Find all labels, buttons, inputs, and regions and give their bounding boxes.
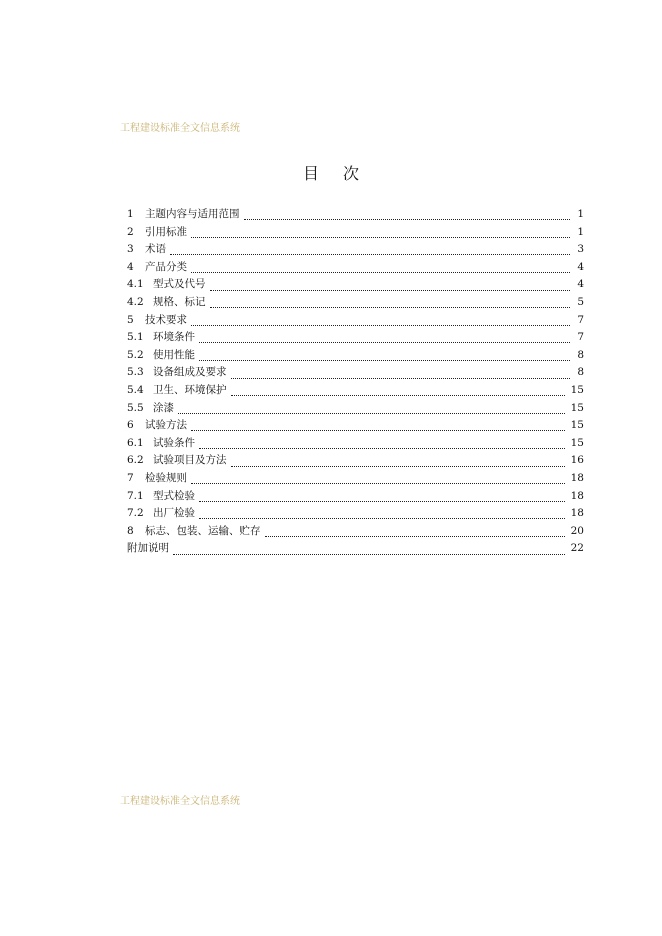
- toc-entry-label: 卫生、环境保护: [153, 383, 227, 396]
- toc-entry-page: 15: [570, 419, 584, 432]
- toc-entry-label: 试验方法: [145, 419, 187, 432]
- toc-entry-page: 8: [577, 348, 584, 361]
- toc-entry[interactable]: [127, 400, 584, 418]
- toc-entry-page: 7: [577, 331, 584, 344]
- toc-entry[interactable]: [127, 224, 584, 242]
- toc-entry-page: 7: [577, 313, 584, 326]
- toc-entry-number: 5.5: [127, 401, 144, 414]
- toc-entry-page: 18: [570, 471, 584, 484]
- toc-dot-leader: [199, 350, 570, 361]
- toc-entry-number: 1: [127, 208, 134, 220]
- toc-dot-leader: [210, 280, 571, 291]
- toc-entry-page: 15: [570, 401, 584, 414]
- toc-entry-number: 7: [127, 471, 134, 484]
- watermark-top: 工程建设标准全文信息系统: [120, 123, 240, 134]
- toc-entry-page: 8: [577, 366, 584, 379]
- toc-entry[interactable]: [127, 488, 584, 506]
- toc-entry-page: 4: [577, 278, 584, 291]
- toc-entry-label: 主题内容与适用范围: [145, 208, 240, 220]
- toc-entry-label: 试验条件: [153, 436, 195, 449]
- toc-entry-page: 4: [577, 260, 584, 273]
- toc-entry-label: 试验项目及方法: [153, 454, 227, 467]
- toc-entry-number: 7.2: [127, 507, 144, 520]
- toc-entry-page: 16: [570, 454, 584, 467]
- toc-entry-page: 22: [570, 542, 584, 555]
- toc-entry-number: 7.1: [127, 489, 144, 502]
- toc-entry[interactable]: [127, 312, 584, 330]
- toc-dot-leader: [199, 438, 565, 449]
- toc-entry-label: 涂漆: [153, 401, 174, 414]
- toc-dot-leader: [265, 526, 565, 537]
- toc-entry-number: 5.1: [127, 331, 144, 344]
- toc-entry[interactable]: [127, 505, 584, 523]
- toc-dot-leader: [170, 244, 570, 255]
- toc-entry-number: 4: [127, 260, 134, 273]
- toc-entry-number: 4.2: [127, 295, 144, 308]
- toc-entry-label: 产品分类: [145, 260, 187, 273]
- toc-entry-number: 2: [127, 225, 134, 238]
- toc-entry-page: 5: [577, 295, 584, 308]
- toc-entry-page: 3: [577, 243, 584, 256]
- toc-entry-label: 附加说明: [127, 542, 169, 555]
- toc-dot-leader: [191, 315, 570, 326]
- toc-entry-page: 18: [570, 489, 584, 502]
- toc-title: 目次: [302, 164, 383, 183]
- toc-entry-label: 术语: [145, 243, 166, 256]
- toc-dot-leader: [173, 544, 565, 555]
- toc-dot-leader: [231, 368, 571, 379]
- toc-entry[interactable]: [127, 540, 584, 558]
- toc-entry-number: 6.1: [127, 436, 144, 449]
- watermark-bottom: 工程建设标准全文信息系统: [120, 796, 240, 807]
- toc-entry-label: 型式及代号: [153, 278, 206, 291]
- toc-dot-leader: [191, 262, 570, 273]
- toc-entry[interactable]: [127, 259, 584, 277]
- toc-entry-number: 5.4: [127, 383, 144, 396]
- toc-list: [127, 206, 584, 558]
- toc-dot-leader: [210, 297, 571, 308]
- toc-entry-label: 技术要求: [145, 313, 187, 326]
- toc-entry-page: 1: [577, 208, 584, 220]
- toc-entry-label: 规格、标记: [153, 295, 206, 308]
- toc-entry[interactable]: [127, 329, 584, 347]
- toc-dot-leader: [231, 385, 565, 396]
- toc-dot-leader: [244, 209, 571, 220]
- toc-entry[interactable]: [127, 294, 584, 312]
- toc-entry[interactable]: [127, 382, 584, 400]
- toc-entry-number: 5.2: [127, 348, 144, 361]
- toc-entry[interactable]: [127, 417, 584, 435]
- toc-entry-page: 18: [570, 507, 584, 520]
- toc-entry-page: 20: [570, 524, 584, 537]
- toc-entry[interactable]: [127, 276, 584, 294]
- toc-entry-number: 5: [127, 313, 134, 326]
- toc-dot-leader: [199, 491, 565, 502]
- toc-dot-leader: [178, 403, 565, 414]
- toc-entry-label: 标志、包装、运输、贮存: [145, 524, 261, 537]
- toc-entry-number: 8: [127, 524, 134, 537]
- toc-entry[interactable]: [127, 206, 584, 224]
- toc-entry-number: 3: [127, 243, 134, 256]
- toc-entry-number: 5.3: [127, 366, 144, 379]
- toc-entry[interactable]: [127, 470, 584, 488]
- toc-entry-page: 1: [577, 225, 584, 238]
- toc-dot-leader: [191, 227, 570, 238]
- toc-entry-number: 4.1: [127, 278, 144, 291]
- toc-entry-number: 6.2: [127, 454, 144, 467]
- toc-dot-leader: [191, 473, 565, 484]
- toc-entry-number: 6: [127, 419, 134, 432]
- toc-entry-label: 使用性能: [153, 348, 195, 361]
- toc-entry[interactable]: [127, 523, 584, 541]
- toc-dot-leader: [199, 332, 570, 343]
- toc-entry[interactable]: [127, 364, 584, 382]
- toc-entry-label: 出厂检验: [153, 507, 195, 520]
- toc-entry[interactable]: [127, 452, 584, 470]
- toc-entry-label: 环境条件: [153, 331, 195, 344]
- toc-dot-leader: [199, 508, 565, 519]
- toc-entry-page: 15: [570, 383, 584, 396]
- toc-entry-page: 15: [570, 436, 584, 449]
- toc-dot-leader: [231, 456, 565, 467]
- toc-entry[interactable]: [127, 435, 584, 453]
- toc-entry-label: 检验规则: [145, 471, 187, 484]
- toc-entry-label: 设备组成及要求: [153, 366, 227, 379]
- toc-entry-label: 型式检验: [153, 489, 195, 502]
- toc-dot-leader: [191, 420, 565, 431]
- toc-entry[interactable]: [127, 241, 584, 259]
- toc-entry-label: 引用标准: [145, 225, 187, 238]
- toc-entry[interactable]: [127, 347, 584, 365]
